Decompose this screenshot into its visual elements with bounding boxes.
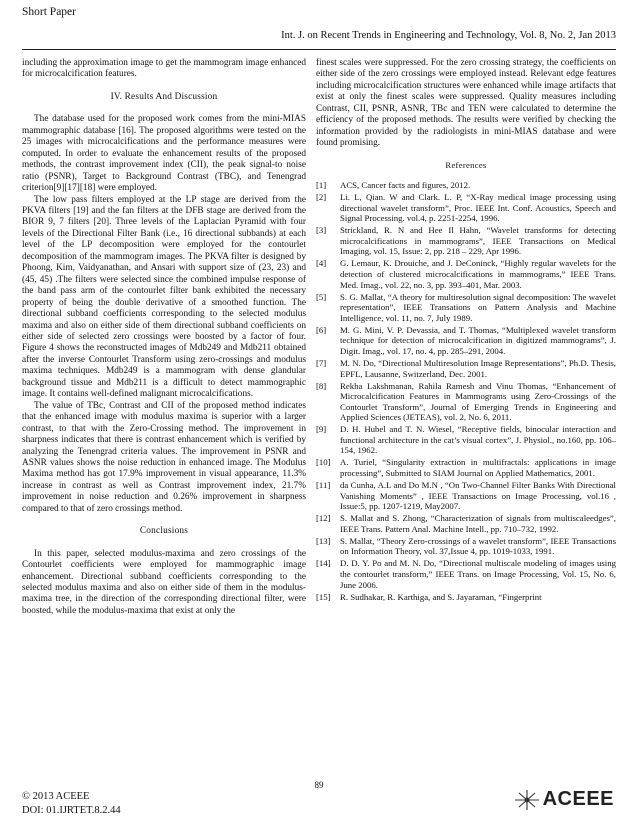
reference-item bbox=[316, 457, 616, 478]
journal-citation: Int. J. on Recent Trends in Engineering and Technology, Vol. 8, No. 2, Jan 2013 bbox=[281, 30, 616, 41]
aceee-logo-text: ACEEE bbox=[542, 788, 614, 810]
reference-number: [6] bbox=[316, 324, 327, 335]
intro-paragraph: including the approximation image to get the mammogram image enhanced for microcalcification features. bbox=[22, 58, 306, 80]
reference-item bbox=[316, 180, 616, 191]
reference-item bbox=[316, 536, 616, 557]
reference-item bbox=[316, 358, 616, 379]
reference-number: [7] bbox=[316, 357, 327, 368]
aceee-logo bbox=[511, 788, 614, 811]
reference-item bbox=[316, 192, 616, 224]
footer-copyright bbox=[22, 790, 121, 818]
reference-number: [4] bbox=[316, 258, 327, 269]
reference-item bbox=[316, 325, 616, 357]
copyright-text: © 2013 ACEEE bbox=[22, 791, 90, 802]
page-number: 89 bbox=[314, 780, 324, 790]
reference-text: D. D. Y. Po and M. N. Do, “Directional multiscale modeling of images using the contourlet transform,” IEEE Trans. on Image Processing, Vol. 15, No. 6, June 2006. bbox=[340, 558, 616, 590]
reference-item bbox=[316, 592, 616, 603]
reference-text: Rekha Lakshmanan, Rahila Ramesh and Vinu Thomas, “Enhancement of Microcalcification Features in Mammograms using Zero-Crossings of the Contourlet Transform”, Journal of Emerging Trends in Engineering and Applied Sciences (JETEAS), vol. 2, No. 6, 2011. bbox=[340, 380, 616, 423]
reference-number: [11] bbox=[316, 480, 331, 491]
reference-text: S. Mallat and S. Zhong, “Characterization of signals from multiscaleedges”, IEEE Trans. Pattern Anal. Machine Intell., pp. 710–732, 1992. bbox=[340, 513, 616, 534]
reference-text: Li. L, Qian. W and Clark. L. P, “X-Ray medical image processing using directional wavelet transform”, Proc. IEEE Int. Conf. Acoustics, Speech and Signal Processing. vol.4, p. 2251-2254, 1996. bbox=[340, 192, 616, 224]
reference-number: [13] bbox=[316, 535, 331, 546]
reference-text: G. Lemaur, K. Drouiche, and J. DeConinck, “Highly regular wavelets for the detection of clustered microcalcifications in mammograms,” IEEE Trans. Med. Imag., vol. 22, no. 3, pp. 393–401, Mar. 2003. bbox=[340, 258, 616, 290]
reference-number: [15] bbox=[316, 591, 331, 602]
reference-item bbox=[316, 558, 616, 590]
reference-item bbox=[316, 258, 616, 290]
reference-number: [5] bbox=[316, 291, 327, 302]
short-paper-label: Short Paper bbox=[22, 6, 76, 18]
reference-text: ACS, Cancer facts and figures, 2012. bbox=[340, 180, 471, 191]
reference-number: [2] bbox=[316, 192, 327, 203]
reference-text: R. Sudhakar, R. Karthiga, and S. Jayaraman, “Fingerprint bbox=[340, 591, 542, 602]
reference-text: da Cunha, A.L and Do M.N , “On Two-Channel Filter Banks With Directional Vanishing Moments” , IEEE Transactions on Image Processing, vol.16 , Issue:5, pp. 1207-1219, May2007. bbox=[340, 480, 616, 512]
reference-text: Strickland, R. N and Hee Il Hahn, “Wavelet transforms for detecting microcalcifications in mammograms”, IEEE Transactions on Medical Imaging, vol. 15, Issue: 2, pp. 218 – 229, Apr 1996. bbox=[340, 225, 616, 257]
conclusions-paragraph: In this paper, selected modulus-maxima and zero crossings of the Contourlet coefficients were employed for mammographic image enhancement. Directional subband coefficients corresponding to the selected modulus maxima and also on either side of them in the modulus-maxima tree, in the direction of the corresponding directional filter, were boosted, while the modulus-maxima that exist at only the bbox=[22, 548, 306, 616]
reference-text: M. G. Mini, V. P. Devassia, and T. Thomas, “Multiplexed wavelet transform technique for detection of microcalcification in digitized mammograms”, J. Digit. Imag., vol. 17, no. 4, pp. 285–291, 2004. bbox=[340, 324, 616, 356]
reference-number: [12] bbox=[316, 513, 331, 524]
reference-item bbox=[316, 424, 616, 456]
reference-item bbox=[316, 480, 616, 512]
reference-text: D. H. Hubel and T. N. Wiesel, “Receptive fields, binocular interaction and functional architecture in the cat’s visual cortex”, J. Physiol., no.160, pp. 106–154, 1962. bbox=[340, 424, 616, 456]
reference-text: S. Mallat, “Theory Zero-crossings of a wavelet transform”, IEEE Transactions on Information Theory, vol. 37,Issue 4, pp. 1019-1033, 1991. bbox=[340, 535, 616, 557]
aceee-logo-icon bbox=[511, 789, 543, 811]
results-paragraph-2: The low pass filters employed at the LP stage are derived from the PKVA filters [19] and the fan filters at the DFB stage are derived from the BIOR 9, 7 filters [20]. Three levels of the Laplacian Pyramid with four levels of the Directional Filter Bank (i.e., 16 directional subbands) at each level of the LP decomposition were employed for the contourlet decomposition of the mammogram images. The PKVA filter is designed by Phoong, Kim, Vaidyanathan, and Ansari with support size of (23, 23) and (45, 45) .The filters were selected since the combined impulse response of the band pass arm of the contourlet filter bank exhibited the necessary property of being the double derivative of a smoothed function. The directional subband coefficients corresponding to the selected modulus maxima and also on either side of them directional subband coefficients on either side of selected zero crossings were boosted by a factor of four. Figure 4 shows the reconstructed images of Mdb249 and Mdb211 obtained after the inverse Contourlet Transform using zero-crossings and modulus maxima techniques. Mdb249 is a mammogram with dense glandular background tissue and Mdb211 is a difficult to detect mammographic image. It contains well-defined malignant microcalcifications. bbox=[22, 194, 306, 400]
reference-item bbox=[316, 513, 616, 534]
reference-number: [1] bbox=[316, 180, 327, 191]
right-column bbox=[316, 58, 616, 604]
left-column bbox=[22, 58, 306, 617]
reference-text: A. Turiel, “Singularity extraction in multifractals: applications in image processing”, Submitted to SIAM Journal on Applied Mathematics, 2001. bbox=[340, 457, 616, 479]
reference-list bbox=[316, 180, 616, 602]
reference-number: [10] bbox=[316, 457, 331, 468]
reference-item bbox=[316, 292, 616, 324]
reference-item bbox=[316, 225, 616, 257]
reference-number: [14] bbox=[316, 558, 331, 569]
references-heading: References bbox=[445, 159, 487, 170]
results-section-heading: IV. Results And Discussion bbox=[110, 91, 218, 102]
results-paragraph-3: The value of TBc, Contrast and CII of the proposed method indicates that the enhanced image with modulus maxima is superior with a larger contrast, to that with the Zero-Crossing method. The improvement in sharpness indicates that there is contrast enhancement which is verified by analyzing the Tenengrad criteria values. The improvement in PSNR and ASNR values shows the noise reduction in enhanced image. The Modulus Maxima method has got 17.9% improvement in visual appearance, 11.3% increase in contrast as well as Contrast improvement index, 21.7% improvement in noise reduction and 0.26% improvement in sharpness compared to that of zero crossings method. bbox=[22, 400, 306, 514]
header-rule bbox=[22, 49, 616, 50]
conclusions-heading: Conclusions bbox=[139, 526, 189, 537]
results-paragraph-1: The database used for the proposed work comes from the mini-MIAS mammographic database [16]. The proposed algorithms were tested on the 25 images with microcalcifications and the performance measures were computed. In order to evaluate the enhancement results of the proposed methods, the contrast improvement index (CII), the peak signal-to noise ratio (PSNR), Target to Background Contrast (TBC), and Tenengrad criterion[9][17][18] were employed. bbox=[22, 114, 306, 194]
doi-text: DOI: 01.IJRTET.8.2.44 bbox=[22, 805, 121, 816]
reference-number: [3] bbox=[316, 225, 327, 236]
reference-text: S. G. Mallat, “A theory for multiresolution signal decomposition: The wavelet representation”, IEEE Transations on Pattern Analysis and Machine Intelligence, vol. 11, no. 7, July 1989. bbox=[340, 291, 616, 323]
reference-text: M. N. Do, “Directional Multiresolution Image Representations”, Ph.D. Thesis, EPFL, Lausanne, Switzerland, Dec. 2001. bbox=[340, 357, 616, 379]
reference-item bbox=[316, 381, 616, 423]
reference-number: [9] bbox=[316, 424, 327, 435]
conclusions-continued-paragraph: finest scales were suppressed. For the zero crossing strategy, the coefficients on either side of the zero crossings were employed instead. Relevant edge features including microcalcification structures were enhanced while image artifacts that exist at only the finest scales were suppressed. Quality measures including Contrast, CII, PSNR, ASNR, TBc and TEN were calculated to determine the efficiency of the proposed methods. The results were verified by checking the information provided by the radiologists in mini-MIAS database and were found promising. bbox=[316, 58, 616, 149]
reference-number: [8] bbox=[316, 380, 327, 391]
